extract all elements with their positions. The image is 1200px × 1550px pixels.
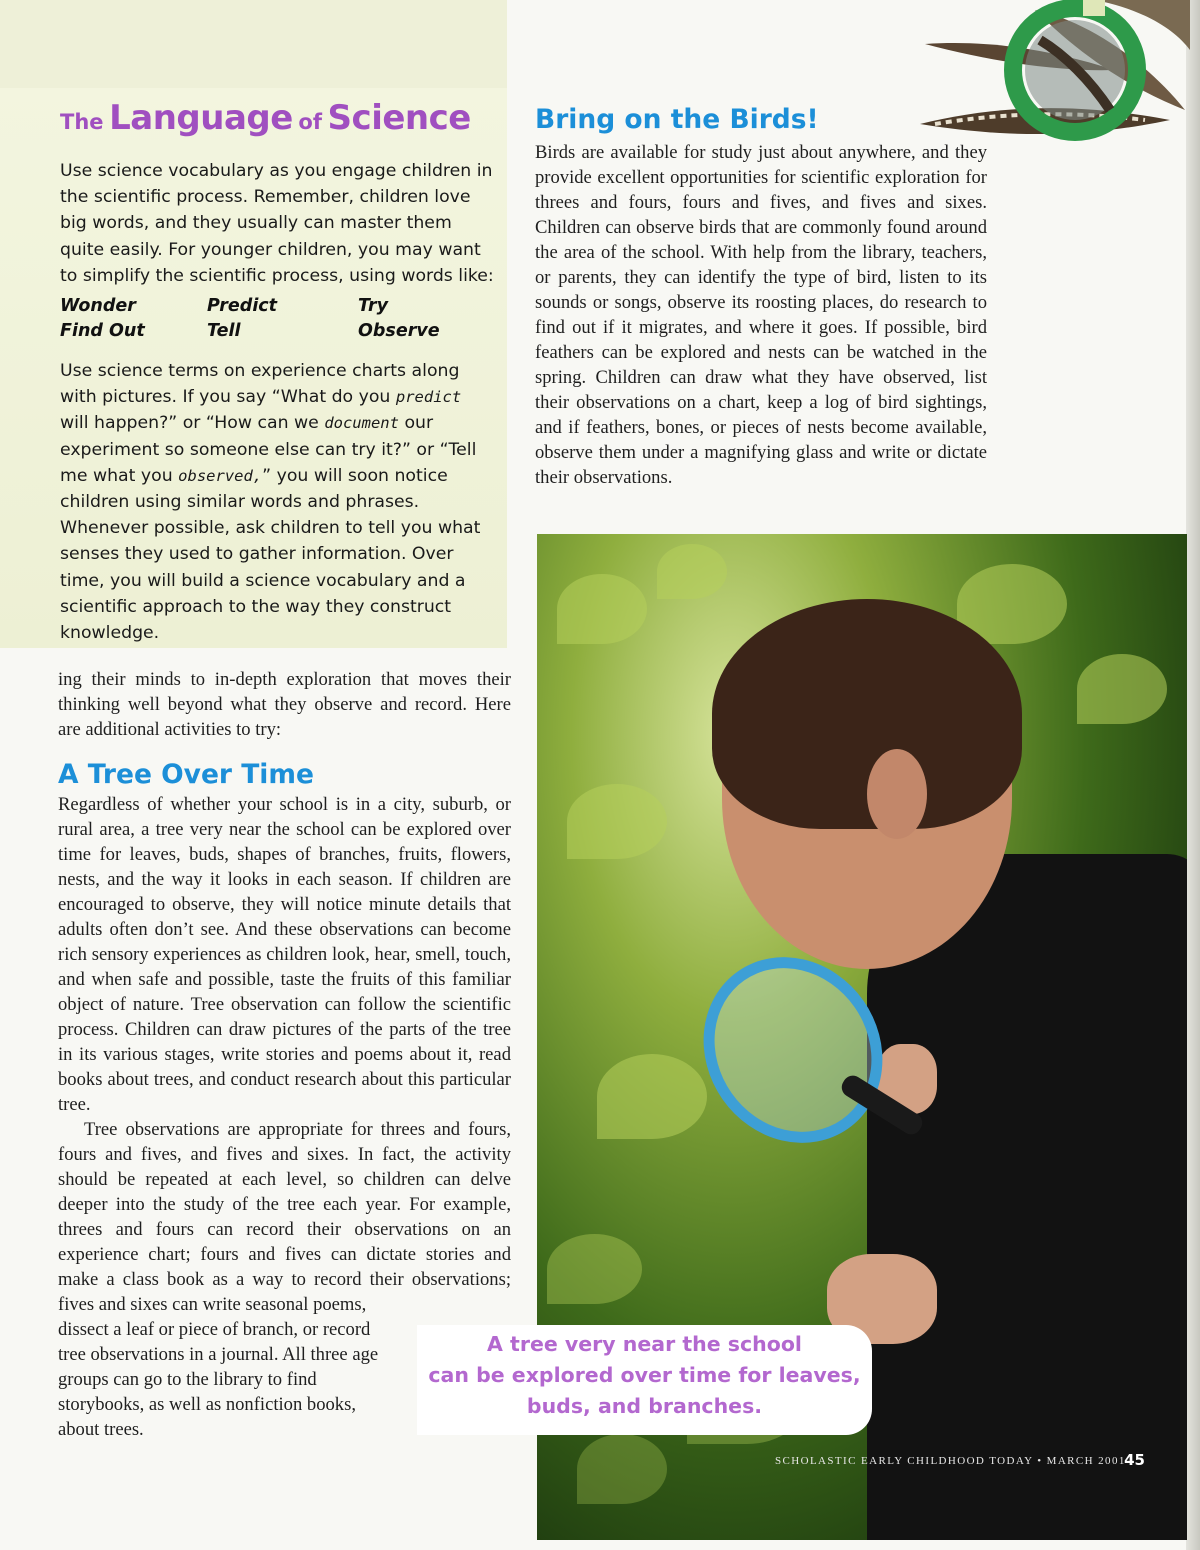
- page-edge: [1186, 0, 1200, 1550]
- sidebar-top-band: [0, 0, 507, 88]
- caption-line-1: A tree very near the school: [487, 1332, 802, 1356]
- left-continuation-text: ing their minds to in-depth exploration that moves their thinking well beyond what they observe and record. Here are additional activities to try:: [58, 669, 511, 740]
- birds-paragraph: Birds are available for study just about anywhere, and they provide excellent opportunities for scientific exploration for threes and fours, fours and fives, and fives and sixes. Children can observe birds that are commonly found around the area of the school. With help from the library, teachers, or parents, they can identify the type of bird, listen to its sounds or songs, observe its roosting places, do research to find out if it migrates, and where it goes. If possible, bird feathers can be explored and nests can be watched in the spring. Children can draw what they have observed, list their observations on a chart, keep a log of bird sightings, and if feathers, bones, or pieces of nests become available, observe them under a magnifying glass and write or dictate their observations.: [535, 142, 987, 488]
- caption-line-3: buds, and branches.: [526, 1394, 763, 1418]
- tree-paragraph-2a: Tree observations are appropriate for threes and fours, fours and fives, and fives and sixes. In fact, the activity should be repeated at each level, so children can delve deeper into the study of the tree each year. For example, threes and fours can record their observations on an experience chart; fours and fives can dictate stories and make a class book as a way to record their observations; fives and sixes can write seasonal poems,: [58, 1119, 511, 1315]
- science-word-find-out: Find Out: [60, 321, 145, 341]
- science-word-predict: Predict: [207, 296, 278, 316]
- tree-paragraph-1: Regardless of whether your school is in a city, suburb, or rural area, a tree very near the school can be explored over time for leaves, buds, shapes of branches, fruits, flowers, nests, and the way it looks in each season. If children are encouraged to observe, they will notice minute details that adults often don’t see. And these observations can become rich sensory experiences as children look, hear, smell, touch, and when safe and possible, taste the fruits of this familiar object of nature. Tree observation can follow the scientific process. Children can draw pictures of the parts of the tree in its various stages, write stories and poems about it, read books about trees, and conduct research about this particular tree.: [58, 794, 511, 1115]
- sidebar-title: [60, 98, 471, 138]
- term-document: document: [324, 414, 399, 433]
- term-predict: predict: [395, 388, 462, 407]
- bring-on-the-birds-heading: Bring on the Birds!: [535, 104, 819, 135]
- tree-paragraph-2b: dissect a leaf or piece of branch, or record tree observations in a journal. All three age groups can go to the library to find storybooks, as well as nonfiction books, about trees.: [58, 1319, 379, 1440]
- science-word-try: Try: [358, 296, 389, 316]
- science-word-wonder: Wonder: [60, 296, 136, 316]
- sidebar-intro: Use science vocabulary as you engage children in the scientific process. Remember, children love big words, and they usually can master them quite easily. For younger children, you may want to simplify the scientific process, using words like:: [60, 161, 494, 286]
- feather-magnifier-icon: [915, 0, 1190, 160]
- term-observed: observed,: [178, 466, 263, 485]
- sidebar-paragraph-2: Use science terms on experience charts along with pictures. If you say “What do you predict will happen?” or “How can we document our experiment so someone else can try it?” or “Tell me what you observed,” you will soon notice children using similar words and phrases. Whenever possible, ask children to tell you what senses they used to gather information. Over time, you will build a science vocabulary and a scientific approach to the way they construct knowledge.: [60, 361, 481, 644]
- science-word-observe: Observe: [358, 321, 440, 341]
- caption-line-2: can be explored over time for leaves,: [428, 1363, 861, 1387]
- page-footer: [775, 1451, 1145, 1469]
- tree-over-time-heading: A Tree Over Time: [58, 759, 314, 790]
- science-word-tell: Tell: [207, 321, 241, 341]
- sidebar-title-the: The: [60, 110, 104, 134]
- sidebar-title-language: Language: [109, 98, 293, 138]
- photo-caption: [417, 1325, 872, 1435]
- sidebar-title-of: of: [298, 110, 322, 134]
- sidebar-title-science: Science: [327, 98, 471, 138]
- page-number: 45: [1124, 1451, 1145, 1469]
- publication-line: SCHOLASTIC EARLY CHILDHOOD TODAY • MARCH 2001: [775, 1455, 1126, 1467]
